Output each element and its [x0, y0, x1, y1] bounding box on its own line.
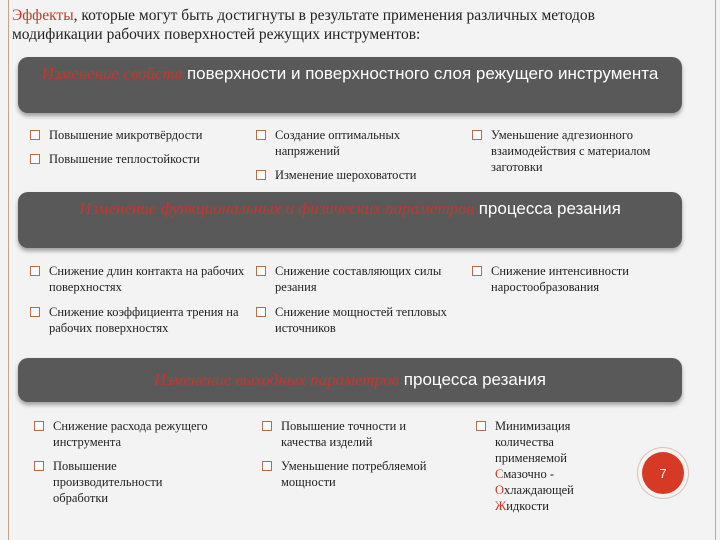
list-item	[30, 127, 270, 143]
page-title	[12, 6, 652, 44]
section-1-header	[18, 57, 682, 113]
list-item	[30, 263, 252, 295]
item-text: Минимизация количества применяемой	[495, 419, 571, 465]
checkbox-bullet-icon	[472, 266, 482, 276]
title-accent: Эффекты	[12, 7, 74, 24]
checkbox-bullet-icon	[256, 130, 266, 140]
list-item	[476, 418, 616, 514]
section-2-header	[18, 192, 682, 248]
item-text: Изменение шероховатости	[275, 168, 417, 182]
section-2-rest: процесса резания	[473, 199, 621, 218]
list-item	[256, 263, 456, 295]
checkbox-bullet-icon	[262, 461, 272, 471]
list-item	[34, 418, 256, 450]
item-text: Повышение производительности обработки	[53, 459, 163, 505]
list-item	[256, 127, 456, 159]
section-2-highlight: Изменение функциональных и физических параметров	[79, 199, 474, 218]
item-text: Повышение точности и качества изделий	[281, 419, 407, 449]
item-text: Снижение мощностей тепловых источников	[275, 305, 447, 335]
item-text: Снижение длин контакта на рабочих поверхностях	[49, 264, 245, 294]
item-text: Снижение составляющих силы резания	[275, 264, 442, 294]
list-item	[472, 263, 680, 295]
list-item	[262, 418, 452, 450]
list-item	[30, 151, 270, 167]
checkbox-bullet-icon	[34, 421, 44, 431]
section-3-header	[18, 358, 682, 402]
checkbox-bullet-icon	[256, 170, 266, 180]
initial-letter-s: С	[495, 467, 504, 481]
item-text: Снижение расхода режущего инструмента	[53, 419, 208, 449]
item-text: мазочно -	[503, 467, 555, 481]
list-item	[256, 304, 456, 336]
title-rest: , которые могут быть достигнуты в результате применения различных методов модификации рабочих поверхностей режущих инструментов:	[12, 7, 595, 43]
list-item	[34, 458, 214, 506]
checkbox-bullet-icon	[30, 154, 40, 164]
list-item	[30, 304, 242, 336]
checkbox-bullet-icon	[472, 130, 482, 140]
list-item	[472, 127, 680, 175]
section-3-rest: процесса резания	[399, 370, 546, 389]
item-text: идкости	[506, 499, 549, 513]
initial-letter-o: О	[495, 483, 505, 497]
section-1-highlight: Изменение свойств	[41, 64, 183, 83]
page-number-badge: 7	[642, 452, 684, 494]
checkbox-bullet-icon	[30, 266, 40, 276]
list-item	[262, 458, 474, 490]
checkbox-bullet-icon	[256, 266, 266, 276]
section-3-highlight: Изменение выходных параметров	[154, 370, 400, 389]
frame-line-right	[715, 0, 716, 540]
checkbox-bullet-icon	[476, 421, 486, 431]
checkbox-bullet-icon	[256, 307, 266, 317]
section-1-rest: поверхности и поверхностного слоя режущего инструмента	[182, 64, 659, 83]
initial-letter-zh: Ж	[495, 499, 507, 513]
list-item	[256, 167, 466, 183]
item-text: Уменьшение потребляемой мощности	[281, 459, 427, 489]
item-text: Создание оптимальных напряжений	[275, 128, 401, 158]
checkbox-bullet-icon	[30, 307, 40, 317]
item-text: Снижение интенсивности наростообразования	[491, 264, 629, 294]
item-text: хлаждающей	[504, 483, 574, 497]
checkbox-bullet-icon	[262, 421, 272, 431]
item-text: Снижение коэффициента трения на рабочих поверхностях	[49, 305, 239, 335]
item-text: Повышение микротвёрдости	[49, 128, 203, 142]
frame-line-left	[8, 0, 9, 540]
checkbox-bullet-icon	[34, 461, 44, 471]
item-text: Повышение теплостойкости	[49, 152, 200, 166]
checkbox-bullet-icon	[30, 130, 40, 140]
item-text: Уменьшение адгезионного взаимодействия с материалом заготовки	[491, 128, 651, 174]
